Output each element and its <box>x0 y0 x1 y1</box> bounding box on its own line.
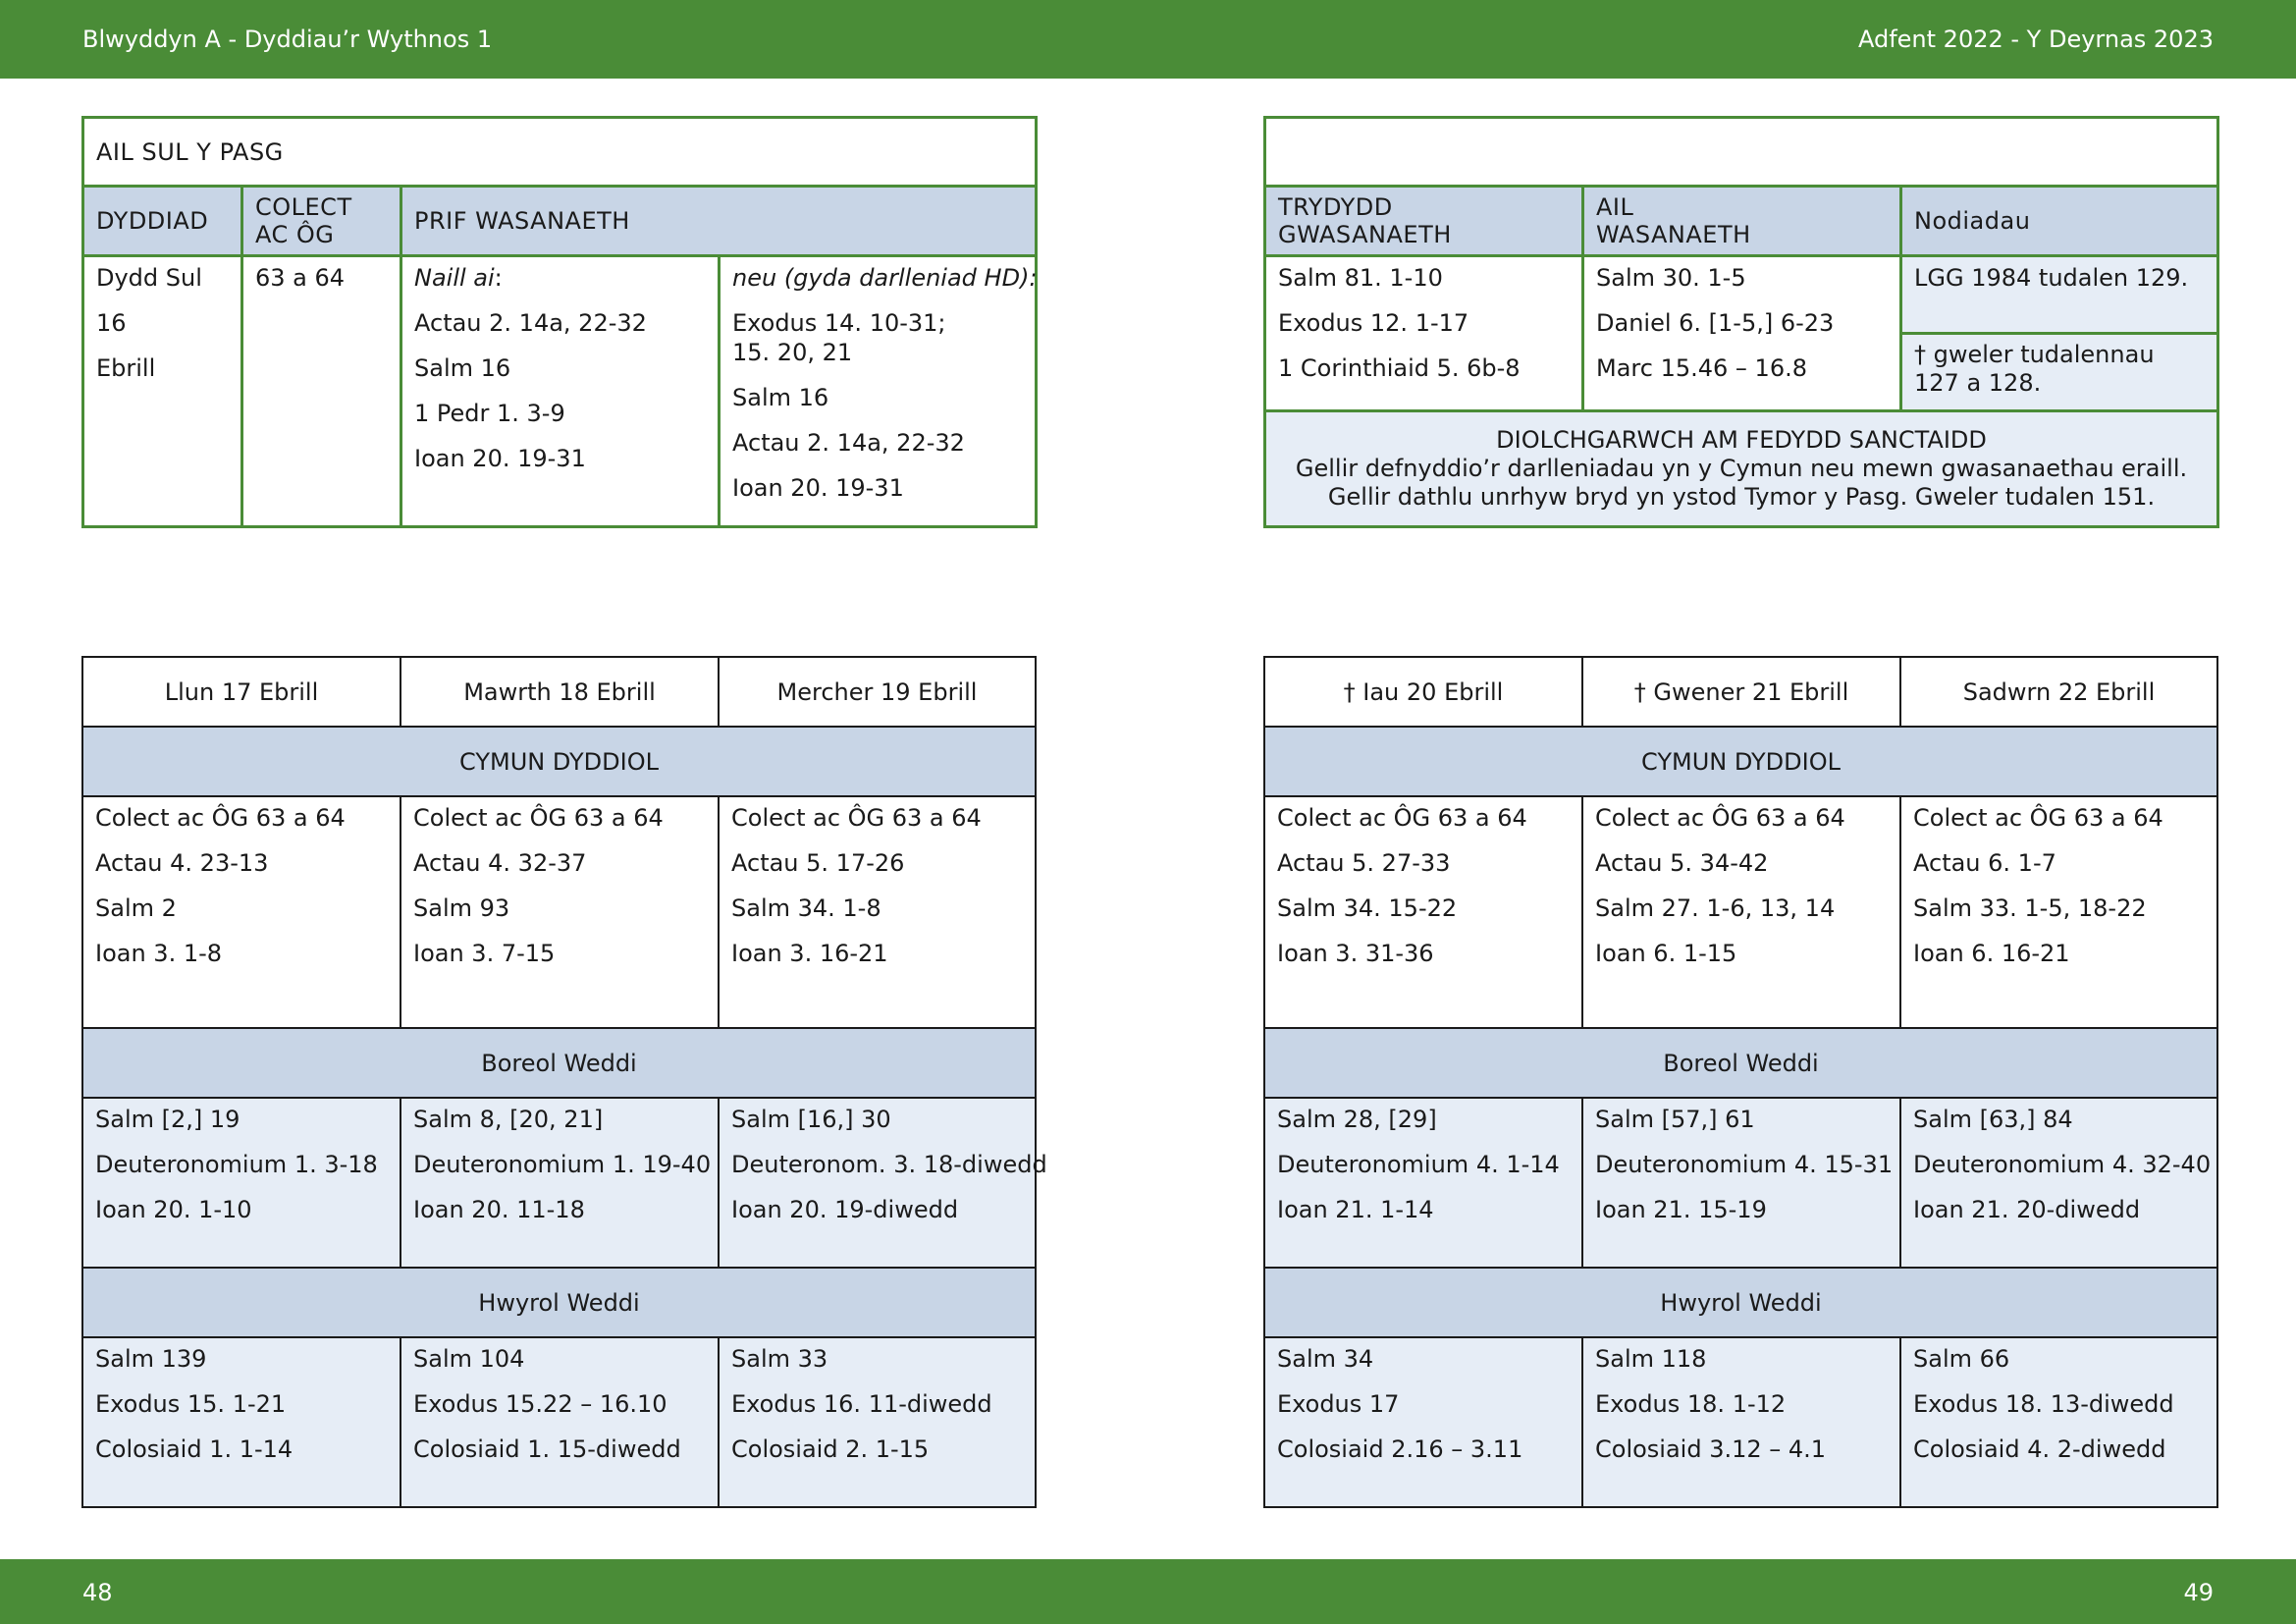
reading-line: Salm 118 <box>1595 1345 1707 1373</box>
sunday-right-table <box>1263 116 2219 528</box>
reading-line: Actau 6. 1-7 <box>1913 849 2056 877</box>
reading-line: Exodus 18. 13-diwedd <box>1913 1390 2174 1418</box>
sunday-collect-cell <box>242 256 401 527</box>
section-morning-prayer <box>1264 1028 2217 1098</box>
reading-line: Mercher 19 Ebrill <box>776 677 978 706</box>
reading-line: Deuteronomium 1. 3-18 <box>95 1151 378 1178</box>
reading-line: Boreol Weddi <box>1663 1049 1819 1077</box>
sunday-table <box>81 116 1038 528</box>
morning-cell <box>82 1098 400 1268</box>
reading-line: Colect ac ÔG 63 a 64 <box>95 804 346 832</box>
eucharist-cell <box>1900 796 2217 1028</box>
reading-line: † gweler tudalennau 127 a 128. <box>1914 341 2155 397</box>
eucharist-cell <box>400 796 719 1028</box>
reading-line: Colosiaid 3.12 – 4.1 <box>1595 1435 1827 1463</box>
morning-cell <box>400 1098 719 1268</box>
reading-line: Deuteronom. 3. 18-diwedd <box>731 1151 1047 1178</box>
reading-line: Deuteronomium 4. 1-14 <box>1277 1151 1560 1178</box>
reading-line: Nodiadau <box>1914 207 2031 235</box>
reading-line: Salm 16 <box>732 384 829 411</box>
reading-line: Hwyrol Weddi <box>1660 1288 1822 1317</box>
reading-line: Actau 2. 14a, 22-32 <box>414 309 647 337</box>
reading-line: Ioan 6. 1-15 <box>1595 940 1737 967</box>
reading-line: Colosiaid 4. 2-diwedd <box>1913 1435 2166 1463</box>
reading-line: 63 a 64 <box>255 264 346 292</box>
reading-line: Salm 81. 1-10 <box>1278 264 1443 292</box>
reading-line: Naill ai <box>414 264 495 292</box>
sunday-header-date <box>83 187 242 256</box>
day-header <box>82 657 400 727</box>
section-evening-prayer <box>82 1268 1036 1337</box>
day-header <box>1582 657 1900 727</box>
reading-line: Actau 5. 17-26 <box>731 849 905 877</box>
reading-line: Sadwrn 22 Ebrill <box>1962 677 2156 706</box>
reading-line: AIL WASANAETH <box>1596 193 1751 248</box>
sunday-header-collect <box>242 187 401 256</box>
day-header <box>719 657 1036 727</box>
reading-line: Marc 15.46 – 16.8 <box>1596 354 1807 382</box>
reading-line: Exodus 17 <box>1277 1390 1400 1418</box>
note-cell-2 <box>1901 334 2218 411</box>
section-morning-prayer <box>82 1028 1036 1098</box>
reading-line: 1 Corinthiaid 5. 6b-8 <box>1278 354 1521 382</box>
reading-line: Exodus 12. 1-17 <box>1278 309 1469 337</box>
weekday-table-left <box>81 656 1047 1508</box>
baptism-heading: DIOLCHGARWCH AM FEDYDD SANCTAIDD <box>1496 426 1987 454</box>
sunday-title-cell <box>83 118 1037 187</box>
reading-line: 16 <box>96 309 127 337</box>
reading-line: COLECT AC ÔG <box>255 193 352 248</box>
reading-line: Colect ac ÔG 63 a 64 <box>1595 804 1845 832</box>
reading-line: Ioan 20. 19-31 <box>414 445 586 472</box>
reading-line: Colosiaid 2. 1-15 <box>731 1435 930 1463</box>
reading-line: Salm 33 <box>731 1345 828 1373</box>
reading-line: Exodus 16. 11-diwedd <box>731 1390 992 1418</box>
day-header <box>400 657 719 727</box>
reading-line: Ioan 20. 19-diwedd <box>731 1196 959 1223</box>
evening-cell <box>1582 1337 1900 1507</box>
reading-line: Ioan 21. 15-19 <box>1595 1196 1767 1223</box>
reading-line: Daniel 6. [1-5,] 6-23 <box>1596 309 1835 337</box>
reading-line: Colosiaid 1. 15-diwedd <box>413 1435 681 1463</box>
page-number-left: 48 <box>82 1579 113 1606</box>
reading-line: TRYDYDD GWASANAETH <box>1278 193 1452 248</box>
reading-line: Mawrth 18 Ebrill <box>463 677 656 706</box>
evening-cell <box>1264 1337 1582 1507</box>
reading-line: Ioan 20. 19-31 <box>732 474 904 502</box>
reading-line: † Iau 20 Ebrill <box>1343 677 1504 706</box>
eucharist-cell <box>1582 796 1900 1028</box>
reading-line: † Gwener 21 Ebrill <box>1633 677 1849 706</box>
morning-cell <box>1900 1098 2217 1268</box>
baptism-line-1: Gellir defnyddio’r darlleniadau yn y Cymun neu mewn gwasanaethau eraill. <box>1295 455 2188 482</box>
reading-line: Colect ac ÔG 63 a 64 <box>731 804 982 832</box>
reading-line: Salm 16 <box>414 354 511 382</box>
reading-line: Ioan 21. 20-diwedd <box>1913 1196 2141 1223</box>
reading-line: Actau 5. 27-33 <box>1277 849 1451 877</box>
reading-line: : <box>494 264 503 292</box>
reading-line: Actau 4. 23-13 <box>95 849 269 877</box>
sunday-main-a-cell <box>401 256 720 527</box>
reading-line: Hwyrol Weddi <box>478 1288 640 1317</box>
section-eucharist <box>1264 727 2217 796</box>
reading-line: Salm 93 <box>413 894 510 922</box>
eucharist-cell <box>82 796 400 1028</box>
reading-line: Salm 33. 1-5, 18-22 <box>1913 894 2147 922</box>
reading-line: Ioan 20. 11-18 <box>413 1196 585 1223</box>
note-cell-1 <box>1901 256 2218 334</box>
header-notes <box>1901 187 2218 256</box>
reading-line: Actau 5. 34-42 <box>1595 849 1769 877</box>
reading-line: Colect ac ÔG 63 a 64 <box>1277 804 1527 832</box>
reading-line: Salm 2 <box>95 894 177 922</box>
reading-line: Salm 139 <box>95 1345 207 1373</box>
reading-line: Exodus 18. 1-12 <box>1595 1390 1787 1418</box>
morning-cell <box>1264 1098 1582 1268</box>
baptism-note-cell <box>1265 411 2218 527</box>
third-service-cell <box>1265 256 1583 411</box>
reading-line: Salm 28, [29] <box>1277 1106 1437 1133</box>
reading-line: Salm [57,] 61 <box>1595 1106 1755 1133</box>
reading-line: Deuteronomium 4. 32-40 <box>1913 1151 2212 1178</box>
reading-line: Colosiaid 1. 1-14 <box>95 1435 294 1463</box>
sunday-header-main <box>401 187 1037 256</box>
reading-line: Exodus 15.22 – 16.10 <box>413 1390 667 1418</box>
baptism-line-2: Gellir dathlu unrhyw bryd yn ystod Tymor y Pasg. Gweler tudalen 151. <box>1327 483 2156 511</box>
sunday-title: AIL SUL Y PASG <box>96 137 284 166</box>
sunday-right-title-cell <box>1265 118 2218 187</box>
page-number-right: 49 <box>2183 1579 2214 1606</box>
header-third-service <box>1265 187 1583 256</box>
reading-line: Ioan 20. 1-10 <box>95 1196 252 1223</box>
reading-line: Salm 34. 15-22 <box>1277 894 1458 922</box>
sunday-main-b-cell <box>720 256 1037 527</box>
reading-line: Ioan 6. 16-21 <box>1913 940 2070 967</box>
reading-line: DYDDIAD <box>96 207 209 235</box>
reading-line: PRIF WASANAETH <box>414 207 630 235</box>
reading-line: Salm 8, [20, 21] <box>413 1106 604 1133</box>
day-header <box>1264 657 1582 727</box>
evening-cell <box>719 1337 1036 1507</box>
reading-line: Boreol Weddi <box>481 1049 637 1077</box>
reading-line: Colect ac ÔG 63 a 64 <box>1913 804 2163 832</box>
header-right-title: Adfent 2022 - Y Deyrnas 2023 <box>1857 26 2214 53</box>
eucharist-cell <box>719 796 1036 1028</box>
reading-line: Ebrill <box>96 354 156 382</box>
evening-cell <box>1900 1337 2217 1507</box>
reading-line: Actau 2. 14a, 22-32 <box>732 429 965 457</box>
sunday-date-cell <box>83 256 242 527</box>
evening-cell <box>400 1337 719 1507</box>
reading-line: Ioan 3. 1-8 <box>95 940 223 967</box>
morning-cell <box>1582 1098 1900 1268</box>
header-second-service <box>1583 187 1901 256</box>
day-header <box>1900 657 2217 727</box>
section-evening-prayer <box>1264 1268 2217 1337</box>
reading-line: Salm 104 <box>413 1345 525 1373</box>
reading-line: Llun 17 Ebrill <box>164 677 319 706</box>
reading-line: Salm [63,] 84 <box>1913 1106 2073 1133</box>
eucharist-cell <box>1264 796 1582 1028</box>
reading-line: neu (gyda darlleniad HD): <box>732 264 1038 292</box>
reading-line: Ioan 3. 7-15 <box>413 940 556 967</box>
reading-line: Exodus 14. 10-31; 15. 20, 21 <box>732 309 946 366</box>
reading-line: Actau 4. 32-37 <box>413 849 587 877</box>
reading-line: Exodus 15. 1-21 <box>95 1390 287 1418</box>
header-left-title: Blwyddyn A - Dyddiau’r Wythnos 1 <box>82 26 493 53</box>
reading-line: Salm [2,] 19 <box>95 1106 240 1133</box>
header-bar <box>0 0 2296 79</box>
footer-bar <box>0 1559 2296 1624</box>
reading-line: Colect ac ÔG 63 a 64 <box>413 804 664 832</box>
reading-line: Salm [16,] 30 <box>731 1106 891 1133</box>
morning-cell <box>719 1098 1047 1268</box>
reading-line: Ioan 21. 1-14 <box>1277 1196 1434 1223</box>
reading-line: Deuteronomium 4. 15-31 <box>1595 1151 1894 1178</box>
reading-line: Dydd Sul <box>96 264 202 292</box>
reading-line: CYMUN DYDDIOL <box>459 747 659 776</box>
reading-line: Ioan 3. 16-21 <box>731 940 888 967</box>
second-service-cell <box>1583 256 1901 411</box>
evening-cell <box>82 1337 400 1507</box>
reading-line: Salm 27. 1-6, 13, 14 <box>1595 894 1836 922</box>
reading-line: Colosiaid 2.16 – 3.11 <box>1277 1435 1523 1463</box>
reading-line: Salm 30. 1-5 <box>1596 264 1746 292</box>
reading-line: Salm 34 <box>1277 1345 1374 1373</box>
reading-line: LGG 1984 tudalen 129. <box>1914 264 2189 292</box>
reading-line: Ioan 3. 31-36 <box>1277 940 1434 967</box>
section-eucharist <box>82 727 1036 796</box>
weekday-table-right <box>1263 656 2218 1508</box>
reading-line: CYMUN DYDDIOL <box>1641 747 1841 776</box>
reading-line: 1 Pedr 1. 3-9 <box>414 400 565 427</box>
reading-line: Salm 66 <box>1913 1345 2010 1373</box>
reading-line: Deuteronomium 1. 19-40 <box>413 1151 712 1178</box>
reading-line: Salm 34. 1-8 <box>731 894 881 922</box>
